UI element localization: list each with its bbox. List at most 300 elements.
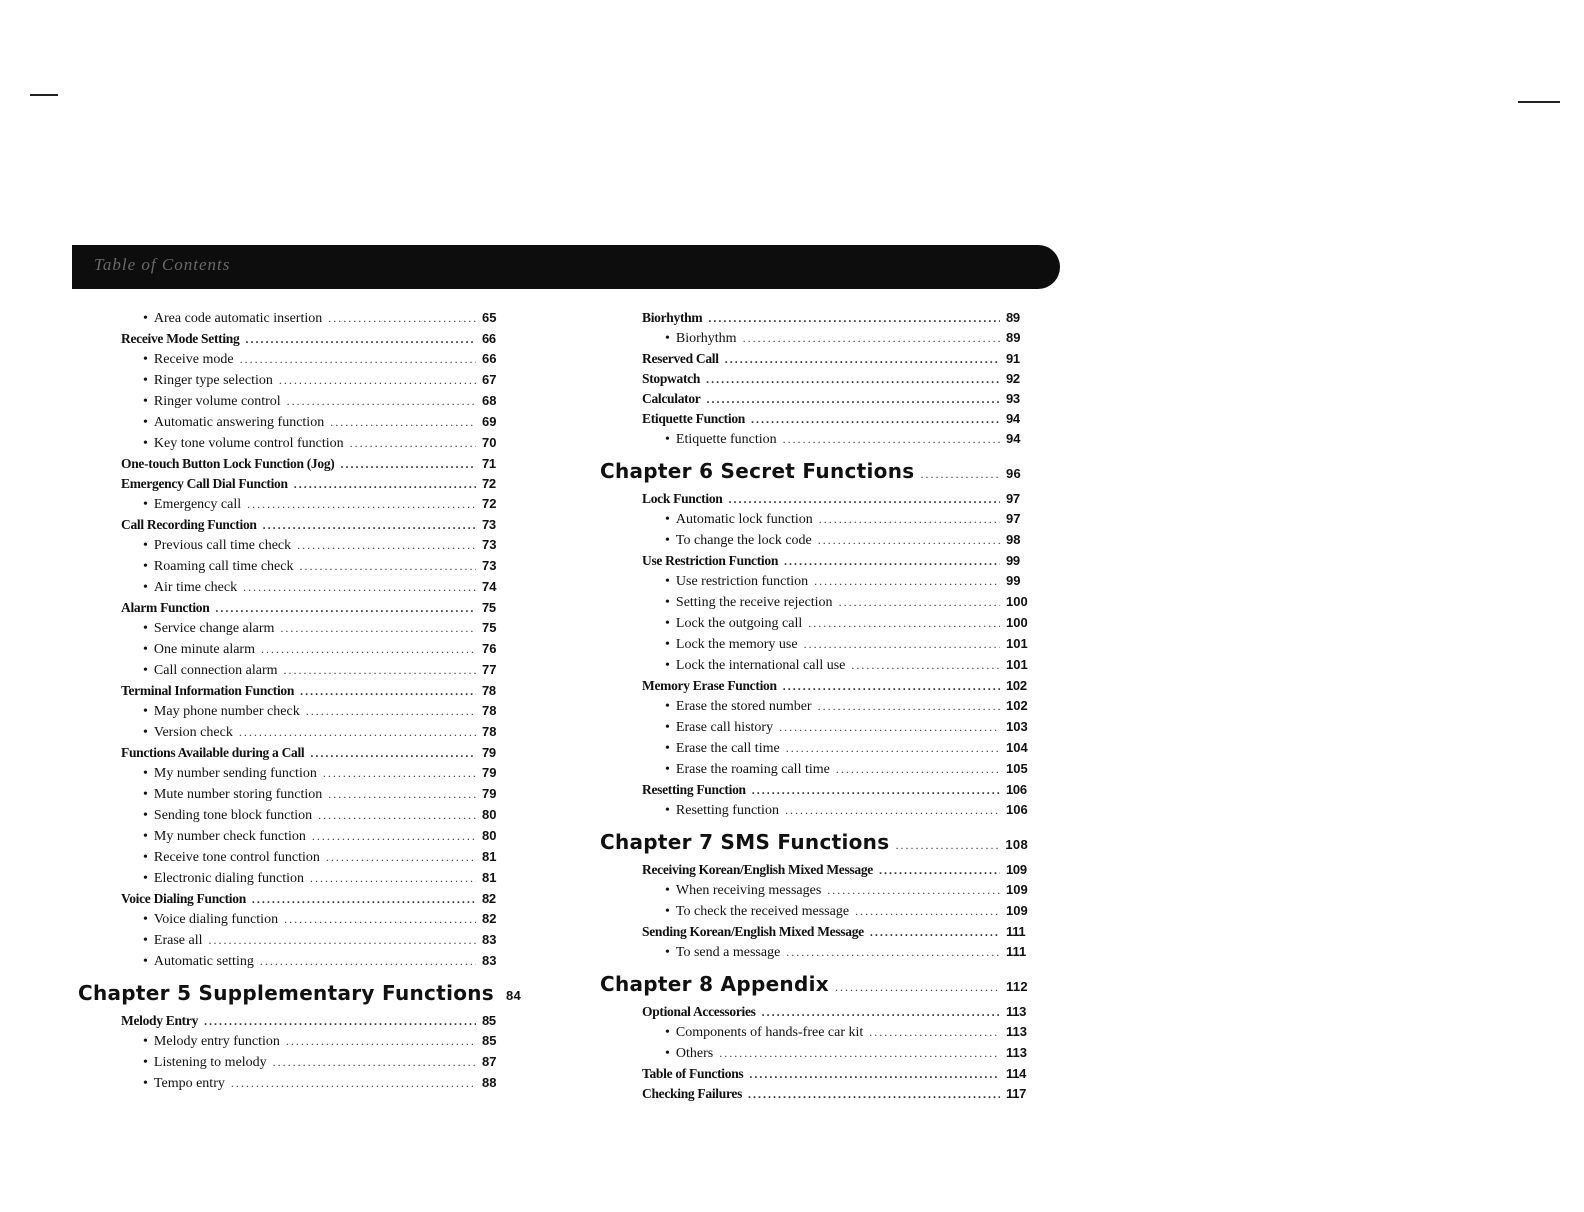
toc-section[interactable] bbox=[600, 308, 1028, 328]
toc-page-number: 80 bbox=[482, 828, 497, 843]
toc-page-number: 109 bbox=[1006, 903, 1028, 918]
toc-item[interactable] bbox=[78, 909, 504, 930]
toc-entry-title: Previous call time check bbox=[153, 538, 292, 553]
toc-entry-title: Erase call history bbox=[675, 720, 774, 735]
dot-leader bbox=[779, 717, 1000, 737]
dot-leader bbox=[252, 889, 476, 909]
dot-leader bbox=[328, 308, 476, 328]
toc-entry-title: To change the lock code bbox=[675, 533, 812, 548]
toc-page-number: 87 bbox=[482, 1054, 497, 1069]
bullet-icon: • bbox=[143, 580, 148, 595]
toc-entry-title: Use Restriction Function bbox=[642, 553, 779, 568]
dot-leader bbox=[209, 930, 477, 950]
toc-item[interactable] bbox=[78, 412, 504, 433]
dot-leader bbox=[752, 780, 1000, 800]
toc-entry-title: Lock the memory use bbox=[675, 637, 798, 652]
toc-page-number: 70 bbox=[482, 435, 497, 450]
dot-leader bbox=[231, 1073, 476, 1093]
toc-entry-title: Erase the stored number bbox=[675, 699, 812, 714]
toc-item[interactable] bbox=[78, 805, 504, 826]
page-title: Table of Contents bbox=[94, 255, 231, 274]
toc-item[interactable] bbox=[78, 391, 504, 412]
toc-page-number: 101 bbox=[1006, 636, 1028, 651]
dot-leader bbox=[299, 556, 476, 576]
dot-leader bbox=[839, 592, 1000, 612]
toc-item[interactable] bbox=[78, 868, 504, 889]
toc-section[interactable] bbox=[600, 349, 1028, 369]
toc-item[interactable] bbox=[600, 1043, 1028, 1064]
dot-leader bbox=[247, 494, 476, 514]
toc-page-number: 92 bbox=[1006, 371, 1020, 386]
dot-leader bbox=[729, 489, 1001, 509]
toc-item[interactable] bbox=[78, 784, 504, 805]
bullet-icon: • bbox=[143, 352, 148, 367]
bullet-icon: • bbox=[143, 642, 148, 657]
bullet-icon: • bbox=[665, 720, 670, 735]
dot-leader bbox=[869, 1022, 1000, 1042]
bullet-icon: • bbox=[143, 933, 148, 948]
dot-leader bbox=[280, 618, 476, 638]
toc-item[interactable] bbox=[78, 308, 504, 329]
bullet-icon: • bbox=[143, 497, 148, 512]
bullet-icon: • bbox=[143, 538, 148, 553]
toc-entry-title: Melody Entry bbox=[121, 1013, 199, 1028]
toc-entry-title: Receiving Korean/English Mixed Message bbox=[642, 862, 873, 877]
toc-page-number: 99 bbox=[1006, 553, 1020, 568]
dot-leader bbox=[751, 409, 1000, 429]
dot-leader bbox=[920, 459, 1000, 489]
dot-leader bbox=[748, 1084, 1000, 1104]
toc-page-number: 112 bbox=[1006, 979, 1028, 994]
toc-section[interactable] bbox=[600, 1002, 1028, 1022]
dot-leader bbox=[310, 743, 476, 763]
toc-page-number: 82 bbox=[482, 891, 496, 906]
toc-page-number: 82 bbox=[482, 911, 497, 926]
toc-entry-title: Call Recording Function bbox=[121, 517, 257, 532]
toc-entry-title: Biorhythm bbox=[642, 310, 703, 325]
toc-entry-title: Version check bbox=[153, 725, 233, 740]
toc-page-number: 67 bbox=[482, 372, 497, 387]
toc-chapter[interactable] bbox=[78, 978, 522, 1011]
toc-page-number: 83 bbox=[482, 932, 497, 947]
toc-item[interactable] bbox=[78, 1073, 504, 1094]
dot-leader bbox=[297, 535, 476, 555]
toc-page-number: 83 bbox=[482, 953, 497, 968]
toc-entry-title: Receive tone control function bbox=[153, 850, 320, 865]
toc-page-number: 71 bbox=[482, 456, 496, 471]
toc-page-number: 78 bbox=[482, 703, 497, 718]
dot-leader bbox=[836, 759, 1000, 779]
bullet-icon: • bbox=[665, 904, 670, 919]
toc-item[interactable] bbox=[78, 618, 504, 639]
toc-entry-title: Erase the call time bbox=[675, 741, 780, 756]
toc-page-number: 109 bbox=[1006, 882, 1028, 897]
toc-page-number: 109 bbox=[1006, 862, 1027, 877]
toc-item[interactable] bbox=[600, 655, 1028, 676]
dot-leader bbox=[318, 805, 476, 825]
toc-entry-title: Tempo entry bbox=[153, 1076, 225, 1091]
bullet-icon: • bbox=[143, 1076, 148, 1091]
toc-page-number: 93 bbox=[1006, 391, 1020, 406]
toc-entry-title: Erase all bbox=[153, 933, 203, 948]
dot-leader bbox=[870, 922, 1000, 942]
toc-entry-title: Voice Dialing Function bbox=[121, 891, 246, 906]
toc-entry-title: Resetting Function bbox=[642, 782, 746, 797]
toc-entry-title: Table of Functions bbox=[642, 1066, 744, 1081]
toc-entry-title: Sending tone block function bbox=[153, 808, 313, 823]
toc-entry-title: Lock the international call use bbox=[675, 658, 846, 673]
toc-section[interactable] bbox=[78, 329, 504, 349]
toc-page-number: 79 bbox=[482, 745, 496, 760]
toc-chapter[interactable] bbox=[600, 456, 1028, 489]
bullet-icon: • bbox=[143, 766, 148, 781]
dot-leader bbox=[707, 389, 1001, 409]
toc-entry-title: Functions Available during a Call bbox=[121, 745, 305, 760]
toc-page-number: 111 bbox=[1006, 944, 1027, 959]
toc-entry-title: Chapter 7 SMS Functions bbox=[600, 830, 890, 854]
toc-page-number: 72 bbox=[482, 476, 496, 491]
toc-entry-title: Checking Failures bbox=[642, 1086, 743, 1101]
dot-leader bbox=[785, 800, 1000, 820]
bullet-icon: • bbox=[143, 808, 148, 823]
dot-leader bbox=[245, 329, 476, 349]
toc-entry-title: Ringer volume control bbox=[153, 394, 281, 409]
toc-section[interactable] bbox=[600, 389, 1028, 409]
toc-entry-title: Components of hands-free car kit bbox=[675, 1025, 864, 1040]
dot-leader bbox=[284, 660, 476, 680]
toc-page-number: 80 bbox=[482, 807, 497, 822]
toc-entry-title: When receiving messages bbox=[675, 883, 822, 898]
toc-section[interactable] bbox=[600, 860, 1028, 880]
toc-entry-title: Chapter 8 Appendix bbox=[600, 972, 829, 996]
toc-item[interactable] bbox=[600, 696, 1028, 717]
bullet-icon: • bbox=[665, 331, 670, 346]
toc-section[interactable] bbox=[78, 889, 504, 909]
dot-leader bbox=[306, 701, 476, 721]
dot-leader bbox=[204, 1011, 476, 1031]
toc-entry-title: Memory Erase Function bbox=[642, 678, 777, 693]
toc-section[interactable] bbox=[78, 1011, 504, 1031]
toc-section[interactable] bbox=[78, 681, 504, 701]
bullet-icon: • bbox=[143, 954, 148, 969]
dot-leader bbox=[879, 860, 1000, 880]
dot-leader bbox=[263, 515, 476, 535]
dot-leader bbox=[708, 308, 1000, 328]
toc-section[interactable] bbox=[600, 676, 1028, 696]
toc-item[interactable] bbox=[78, 494, 504, 515]
dot-leader bbox=[287, 391, 476, 411]
toc-entry-title: Voice dialing function bbox=[153, 912, 279, 927]
toc-page-number: 65 bbox=[482, 310, 497, 325]
toc-page-number: 88 bbox=[482, 1075, 497, 1090]
toc-entry-title: Roaming call time check bbox=[153, 559, 294, 574]
dot-leader bbox=[323, 763, 476, 783]
toc-item[interactable] bbox=[600, 717, 1028, 738]
toc-section[interactable] bbox=[600, 922, 1028, 942]
toc-entry-title: Key tone volume control function bbox=[153, 436, 344, 451]
dot-leader bbox=[215, 598, 476, 618]
toc-entry-title: Chapter 5 Supplementary Functions bbox=[78, 981, 495, 1005]
toc-page-number: 105 bbox=[1006, 761, 1028, 776]
toc-section[interactable] bbox=[600, 551, 1028, 571]
dot-leader bbox=[784, 551, 1000, 571]
toc-page-number: 66 bbox=[482, 331, 496, 346]
toc-item[interactable] bbox=[78, 535, 504, 556]
bullet-icon: • bbox=[143, 1055, 148, 1070]
toc-item[interactable] bbox=[78, 951, 504, 972]
toc-page-number: 106 bbox=[1006, 782, 1027, 797]
toc-entry-title: My number sending function bbox=[153, 766, 317, 781]
toc-item[interactable] bbox=[78, 930, 504, 951]
dot-leader bbox=[706, 369, 1000, 389]
dot-leader bbox=[804, 634, 1000, 654]
toc-item[interactable] bbox=[600, 429, 1028, 450]
toc-item[interactable] bbox=[78, 433, 504, 454]
bullet-icon: • bbox=[665, 699, 670, 714]
bullet-icon: • bbox=[143, 704, 148, 719]
toc-section[interactable] bbox=[78, 598, 504, 618]
toc-item[interactable] bbox=[78, 722, 504, 743]
toc-entry-title: My number check function bbox=[153, 829, 306, 844]
toc-page-number: 89 bbox=[1006, 310, 1020, 325]
bullet-icon: • bbox=[665, 574, 670, 589]
bullet-icon: • bbox=[143, 871, 148, 886]
toc-entry-title: Service change alarm bbox=[153, 621, 275, 636]
toc-item[interactable] bbox=[600, 901, 1028, 922]
dot-leader bbox=[260, 951, 476, 971]
toc-item[interactable] bbox=[78, 349, 504, 370]
toc-item[interactable] bbox=[78, 701, 504, 722]
toc-section[interactable] bbox=[78, 743, 504, 763]
dot-leader bbox=[725, 349, 1000, 369]
dot-leader bbox=[814, 571, 1000, 591]
toc-section[interactable] bbox=[78, 454, 504, 474]
toc-entry-title: Area code automatic insertion bbox=[153, 311, 323, 326]
bullet-icon: • bbox=[143, 621, 148, 636]
toc-section[interactable] bbox=[600, 1084, 1028, 1104]
toc-entry-title: Melody entry function bbox=[153, 1034, 280, 1049]
toc-page-number: 94 bbox=[1006, 431, 1021, 446]
toc-item[interactable] bbox=[600, 880, 1028, 901]
dot-leader bbox=[819, 509, 1000, 529]
toc-right-column bbox=[600, 308, 1028, 1104]
toc-page-number: 75 bbox=[482, 600, 496, 615]
dot-leader bbox=[286, 1031, 476, 1051]
toc-page-number: 66 bbox=[482, 351, 497, 366]
toc-page-number: 106 bbox=[1006, 802, 1028, 817]
dot-leader bbox=[340, 454, 476, 474]
toc-page-number: 76 bbox=[482, 641, 497, 656]
toc-entry-title: Ringer type selection bbox=[153, 373, 273, 388]
bullet-icon: • bbox=[143, 1034, 148, 1049]
toc-page-number: 102 bbox=[1006, 678, 1027, 693]
toc-entry-title: Terminal Information Function bbox=[121, 683, 295, 698]
toc-page-number: 79 bbox=[482, 786, 497, 801]
toc-section[interactable] bbox=[600, 780, 1028, 800]
bullet-icon: • bbox=[143, 725, 148, 740]
bullet-icon: • bbox=[665, 762, 670, 777]
toc-section[interactable] bbox=[600, 369, 1028, 389]
dot-leader bbox=[783, 429, 1000, 449]
dot-leader bbox=[719, 1043, 1000, 1063]
toc-page-number: 97 bbox=[1006, 491, 1020, 506]
toc-page-number: 113 bbox=[1006, 1024, 1027, 1039]
toc-page-number: 114 bbox=[1006, 1066, 1027, 1081]
toc-item[interactable] bbox=[78, 556, 504, 577]
toc-entry-title: Use restriction function bbox=[675, 574, 809, 589]
toc-page-number: 73 bbox=[482, 537, 497, 552]
toc-page-number: 69 bbox=[482, 414, 497, 429]
toc-entry-title: Lock Function bbox=[642, 491, 723, 506]
toc-entry-title: Stopwatch bbox=[642, 371, 701, 386]
toc-entry-title: Automatic lock function bbox=[675, 512, 813, 527]
dot-leader bbox=[273, 1052, 476, 1072]
toc-page-number: 117 bbox=[1006, 1086, 1027, 1101]
dot-leader bbox=[762, 1002, 1000, 1022]
toc-entry-title: Emergency Call Dial Function bbox=[121, 476, 288, 491]
dot-leader bbox=[243, 577, 476, 597]
dot-leader bbox=[279, 370, 476, 390]
toc-page-number: 85 bbox=[482, 1033, 497, 1048]
toc-page-number: 100 bbox=[1006, 615, 1028, 630]
toc-item[interactable] bbox=[600, 1022, 1028, 1043]
toc-section[interactable] bbox=[600, 489, 1028, 509]
toc-page-number: 73 bbox=[482, 558, 497, 573]
toc-item[interactable] bbox=[600, 592, 1028, 613]
toc-page-number: 89 bbox=[1006, 330, 1021, 345]
bullet-icon: • bbox=[143, 850, 148, 865]
toc-item[interactable] bbox=[600, 509, 1028, 530]
toc-item[interactable] bbox=[600, 942, 1028, 963]
toc-item[interactable] bbox=[600, 571, 1028, 592]
toc-section[interactable] bbox=[600, 1064, 1028, 1084]
toc-item[interactable] bbox=[78, 1031, 504, 1052]
toc-page-number: 100 bbox=[1006, 594, 1028, 609]
dot-leader bbox=[749, 1064, 1000, 1084]
toc-page-number: 68 bbox=[482, 393, 497, 408]
toc-chapter[interactable] bbox=[600, 827, 1028, 860]
bullet-icon: • bbox=[143, 394, 148, 409]
toc-entry-title: Etiquette function bbox=[675, 432, 777, 447]
bullet-icon: • bbox=[665, 945, 670, 960]
bullet-icon: • bbox=[665, 883, 670, 898]
bullet-icon: • bbox=[143, 436, 148, 451]
dot-leader bbox=[300, 681, 476, 701]
dot-leader bbox=[350, 433, 476, 453]
toc-entry-title: Automatic answering function bbox=[153, 415, 325, 430]
toc-entry-title: Reserved Call bbox=[642, 351, 719, 366]
dot-leader bbox=[851, 655, 1000, 675]
dot-leader bbox=[786, 942, 1000, 962]
bullet-icon: • bbox=[143, 787, 148, 802]
toc-item[interactable] bbox=[600, 738, 1028, 759]
toc-chapter[interactable] bbox=[600, 969, 1028, 1002]
toc-item[interactable] bbox=[600, 530, 1028, 551]
toc-entry-title: Receive Mode Setting bbox=[121, 331, 240, 346]
toc-entry-title: Setting the receive rejection bbox=[675, 595, 833, 610]
toc-page-number: 103 bbox=[1006, 719, 1028, 734]
toc-page-number: 73 bbox=[482, 517, 496, 532]
toc-section[interactable] bbox=[78, 515, 504, 535]
bullet-icon: • bbox=[665, 595, 670, 610]
bullet-icon: • bbox=[665, 1025, 670, 1040]
dot-leader bbox=[895, 830, 999, 860]
toc-item[interactable] bbox=[78, 660, 504, 681]
toc-entry-title: Receive mode bbox=[153, 352, 234, 367]
bullet-icon: • bbox=[143, 829, 148, 844]
toc-section[interactable] bbox=[600, 409, 1028, 429]
toc-item[interactable] bbox=[78, 763, 504, 784]
toc-item[interactable] bbox=[78, 1052, 504, 1073]
dot-leader bbox=[240, 349, 476, 369]
toc-section[interactable] bbox=[78, 474, 504, 494]
toc-item[interactable] bbox=[78, 370, 504, 391]
toc-entry-title: One-touch Button Lock Function (Jog) bbox=[121, 456, 335, 471]
dot-leader bbox=[310, 868, 476, 888]
toc-item[interactable] bbox=[600, 328, 1028, 349]
toc-entry-title: Biorhythm bbox=[675, 331, 737, 346]
toc-entry-title: Others bbox=[675, 1046, 714, 1061]
toc-page-number: 101 bbox=[1006, 657, 1028, 672]
toc-entry-title: Air time check bbox=[153, 580, 238, 595]
toc-item[interactable] bbox=[78, 577, 504, 598]
bullet-icon: • bbox=[143, 663, 148, 678]
toc-entry-title: Automatic setting bbox=[153, 954, 254, 969]
toc-item[interactable] bbox=[600, 759, 1028, 780]
dot-leader bbox=[284, 909, 476, 929]
toc-entry-title: Mute number storing function bbox=[153, 787, 323, 802]
bullet-icon: • bbox=[665, 512, 670, 527]
dot-leader bbox=[330, 412, 476, 432]
dot-leader bbox=[827, 880, 1000, 900]
bullet-icon: • bbox=[143, 373, 148, 388]
dot-leader bbox=[783, 676, 1000, 696]
toc-entry-title: Lock the outgoing call bbox=[675, 616, 803, 631]
bullet-icon: • bbox=[665, 741, 670, 756]
toc-item[interactable] bbox=[600, 634, 1028, 655]
toc-page-number: 78 bbox=[482, 683, 496, 698]
toc-page-number: 85 bbox=[482, 1013, 496, 1028]
toc-page-number: 98 bbox=[1006, 532, 1021, 547]
dot-leader bbox=[294, 474, 476, 494]
toc-page-number: 94 bbox=[1006, 411, 1020, 426]
toc-item[interactable] bbox=[78, 826, 504, 847]
toc-left-column bbox=[78, 308, 522, 1094]
toc-entry-title: Alarm Function bbox=[121, 600, 210, 615]
toc-entry-title: Sending Korean/English Mixed Message bbox=[642, 924, 864, 939]
toc-page-number: 74 bbox=[482, 579, 497, 594]
toc-entry-title: Chapter 6 Secret Functions bbox=[600, 459, 915, 483]
toc-page-number: 81 bbox=[482, 870, 497, 885]
toc-entry-title: Erase the roaming call time bbox=[675, 762, 830, 777]
bullet-icon: • bbox=[143, 415, 148, 430]
toc-item[interactable] bbox=[600, 800, 1028, 821]
toc-page-number: 113 bbox=[1006, 1045, 1027, 1060]
toc-item[interactable] bbox=[78, 847, 504, 868]
bullet-icon: • bbox=[143, 912, 148, 927]
dot-leader bbox=[786, 738, 1000, 758]
dot-leader bbox=[743, 328, 1000, 348]
toc-entry-title: To send a message bbox=[675, 945, 781, 960]
toc-page-number: 79 bbox=[482, 765, 497, 780]
bullet-icon: • bbox=[143, 559, 148, 574]
toc-item[interactable] bbox=[600, 613, 1028, 634]
bullet-icon: • bbox=[665, 803, 670, 818]
toc-page-number: 108 bbox=[1005, 837, 1028, 852]
toc-entry-title: Listening to melody bbox=[153, 1055, 267, 1070]
bullet-icon: • bbox=[665, 1046, 670, 1061]
toc-item[interactable] bbox=[78, 639, 504, 660]
